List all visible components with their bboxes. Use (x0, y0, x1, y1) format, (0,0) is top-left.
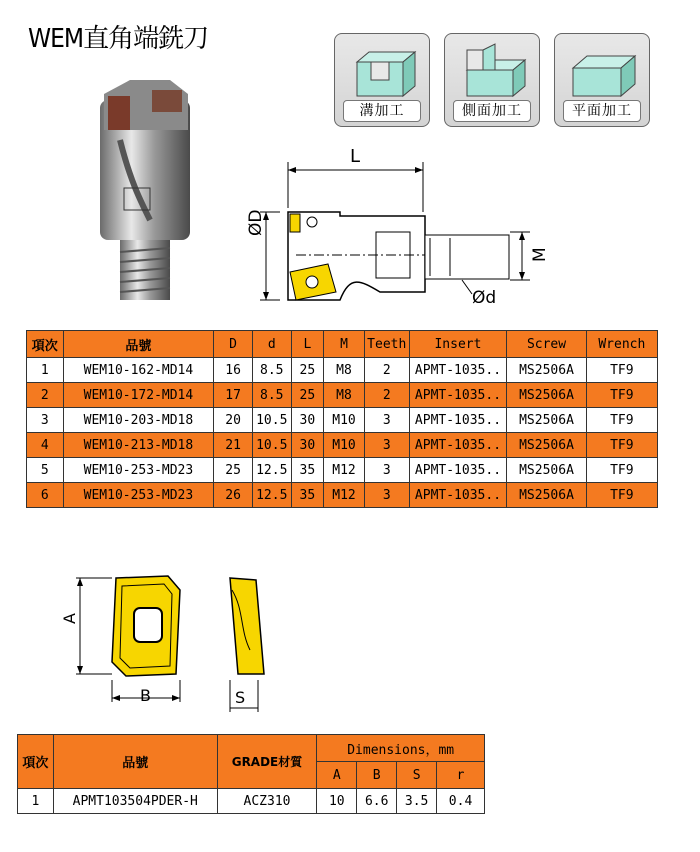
col-header: B (357, 762, 397, 789)
cell: 25 (291, 383, 324, 408)
machining-type-slot (334, 33, 430, 127)
table-row (27, 458, 658, 483)
cell: M12 (324, 483, 365, 508)
cell: 2 (27, 383, 64, 408)
cell: 3.5 (397, 789, 437, 814)
machining-type-side (444, 33, 540, 127)
cell: ACZ310 (217, 789, 317, 814)
table-row (27, 408, 658, 433)
cell: APMT-1035.. (409, 458, 507, 483)
cell: 3 (364, 458, 409, 483)
cell: MS2506A (507, 408, 586, 433)
cell: 12.5 (252, 483, 291, 508)
cell: TF9 (586, 433, 657, 458)
cell: WEM10-172-MD14 (63, 383, 214, 408)
cell: TF9 (586, 483, 657, 508)
cell: M8 (324, 358, 365, 383)
cell: APMT-1035.. (409, 483, 507, 508)
col-header: M (324, 331, 365, 358)
cell: APMT103504PDER-H (53, 789, 217, 814)
page-title: WEM直角端銑刀 (28, 24, 209, 54)
cell: 16 (214, 358, 253, 383)
cell: 10.5 (252, 408, 291, 433)
table-row (27, 483, 658, 508)
col-header: GRADE材質 (217, 735, 317, 789)
cell: TF9 (586, 458, 657, 483)
insert-table (17, 734, 485, 814)
cell: 1 (27, 358, 64, 383)
cell: WEM10-253-MD23 (63, 483, 214, 508)
cell: 1 (18, 789, 54, 814)
col-header: 品號 (63, 331, 214, 358)
table-row (27, 358, 658, 383)
cell: TF9 (586, 358, 657, 383)
cell: 17 (214, 383, 253, 408)
cell: APMT-1035.. (409, 358, 507, 383)
cell: WEM10-162-MD14 (63, 358, 214, 383)
dim-D-label: ØD (246, 209, 266, 236)
dim-L-label: L (350, 146, 361, 167)
cell: APMT-1035.. (409, 408, 507, 433)
machining-type-face (554, 33, 650, 127)
dim-A-label: A (60, 613, 79, 624)
cell: 25 (291, 358, 324, 383)
tool-dimension-drawing (240, 140, 560, 310)
cell: 3 (364, 408, 409, 433)
col-header: Insert (409, 331, 507, 358)
icon-label: 平面加工 (563, 100, 641, 122)
col-header: Dimensions，mm (317, 735, 485, 762)
col-header: A (317, 762, 357, 789)
col-header: L (291, 331, 324, 358)
cell: M10 (324, 408, 365, 433)
cell: M8 (324, 383, 365, 408)
dim-d-label: Ød (472, 288, 497, 308)
cell: MS2506A (507, 433, 586, 458)
cell: 8.5 (252, 358, 291, 383)
cell: 8.5 (252, 383, 291, 408)
cell: 10 (317, 789, 357, 814)
col-header: S (397, 762, 437, 789)
cell: 10.5 (252, 433, 291, 458)
col-header: d (252, 331, 291, 358)
spec-table-header (27, 331, 658, 358)
col-header: Wrench (586, 331, 657, 358)
col-header: 項次 (18, 735, 54, 789)
cell: APMT-1035.. (409, 383, 507, 408)
icon-label: 溝加工 (343, 100, 421, 122)
cell: MS2506A (507, 358, 586, 383)
cell: 35 (291, 458, 324, 483)
cell: 25 (214, 458, 253, 483)
cell: 3 (27, 408, 64, 433)
cell: APMT-1035.. (409, 433, 507, 458)
cell: 3 (364, 483, 409, 508)
cell: 30 (291, 433, 324, 458)
dim-S-label: S (235, 688, 246, 707)
cell: 35 (291, 483, 324, 508)
cell: MS2506A (507, 458, 586, 483)
table-row (27, 433, 658, 458)
spec-table (26, 330, 658, 508)
cell: MS2506A (507, 383, 586, 408)
cell: WEM10-213-MD18 (63, 433, 214, 458)
cell: TF9 (586, 408, 657, 433)
cell: 0.4 (437, 789, 485, 814)
cell: 26 (214, 483, 253, 508)
cell: 6.6 (357, 789, 397, 814)
end-mill-photo (90, 70, 200, 310)
col-header: Teeth (364, 331, 409, 358)
insert-dimension-drawing (60, 570, 280, 720)
cell: 12.5 (252, 458, 291, 483)
cell: TF9 (586, 383, 657, 408)
col-header: 品號 (53, 735, 217, 789)
cell: 5 (27, 458, 64, 483)
cell: 2 (364, 358, 409, 383)
cell: WEM10-253-MD23 (63, 458, 214, 483)
col-header: r (437, 762, 485, 789)
cell: MS2506A (507, 483, 586, 508)
cell: 30 (291, 408, 324, 433)
col-header: D (214, 331, 253, 358)
cell: 4 (27, 433, 64, 458)
dim-M-label: M (530, 247, 550, 262)
dim-B-label: B (140, 686, 151, 705)
col-header: 項次 (27, 331, 64, 358)
insert-table-header (18, 735, 485, 762)
table-row (27, 383, 658, 408)
col-header: Screw (507, 331, 586, 358)
cell: M10 (324, 433, 365, 458)
cell: 20 (214, 408, 253, 433)
cell: 2 (364, 383, 409, 408)
icon-label: 側面加工 (453, 100, 531, 122)
cell: 21 (214, 433, 253, 458)
cell: 3 (364, 433, 409, 458)
cell: WEM10-203-MD18 (63, 408, 214, 433)
table-row (18, 789, 485, 814)
cell: M12 (324, 458, 365, 483)
cell: 6 (27, 483, 64, 508)
